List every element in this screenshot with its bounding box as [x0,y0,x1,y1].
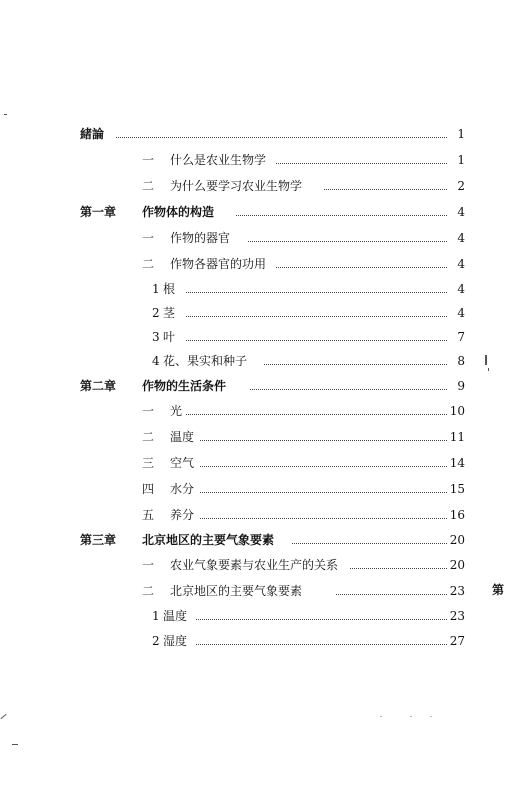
scan-speck [12,744,18,745]
toc-entry-section [0,400,505,422]
toc-entry-prefix: 一 [142,231,155,245]
toc-entry-prefix: 五 [142,508,155,522]
toc-chapter-number: 第一章 [80,205,117,219]
toc-page-number: 1 [457,127,465,141]
toc-entry-introduction [0,123,505,145]
scan-speck [0,714,6,719]
toc-page-number: 23 [449,584,465,598]
toc-leader [200,492,447,493]
toc-entry-subsection [0,605,505,627]
margin-bleed-text: 第 [492,583,505,597]
toc-entry-chapter [0,201,505,223]
toc-entry-title: 空气 [170,456,195,470]
scan-speck [430,716,432,717]
toc-page-number: 4 [457,231,465,245]
toc-entry-section [0,253,505,275]
toc-entry-title: 作物的生活条件 [142,379,227,393]
toc-entry-title: 作物的器官 [170,231,231,245]
toc-entry-subsection [0,630,505,652]
toc-entry-prefix: 四 [142,482,155,496]
toc-entry-title: 茎 [163,306,176,320]
toc-entry-subsection [0,350,505,372]
toc-entry-title: 叶 [163,330,176,344]
toc-leader [196,619,447,620]
toc-entry-section [0,149,505,171]
toc-leader [200,466,447,467]
scan-speck [488,368,489,371]
toc-page-number: 10 [449,404,465,418]
toc-page-number: 4 [457,282,465,296]
toc-page-number: 9 [457,379,465,393]
toc-leader [276,267,447,268]
toc-entry-title: 温度 [170,430,195,444]
toc-entry-title: 北京地区的主要气象要素 [142,533,275,547]
toc-page-number: 4 [457,306,465,320]
toc-entry-prefix: 2 [152,306,160,320]
toc-entry-title: 温度 [163,609,188,623]
toc-entry-prefix: 1 [152,282,160,296]
toc-entry-title: 緒論 [80,127,105,141]
toc-leader [324,189,447,190]
toc-entry-prefix: 一 [142,558,155,572]
toc-leader [236,215,447,216]
toc-page-number: 7 [457,330,465,344]
toc-entry-title: 根 [163,282,176,296]
toc-entry-section [0,452,505,474]
toc-page-number: 20 [449,533,465,547]
toc-entry-section [0,554,505,576]
toc-leader [116,137,447,138]
toc-entry-chapter [0,529,505,551]
scan-speck [485,355,487,365]
toc-leader [350,568,447,569]
toc-chapter-number: 第二章 [80,379,117,393]
toc-leader [292,543,447,544]
toc-page-number: 4 [457,205,465,219]
toc-leader [186,292,447,293]
toc-entry-title: 湿度 [163,634,188,648]
toc-entry-prefix: 二 [142,179,155,193]
toc-entry-subsection [0,326,505,348]
toc-entry-prefix: 1 [152,609,160,623]
toc-entry-title: 北京地区的主要气象要素 [170,584,303,598]
scan-speck [380,716,382,717]
toc-entry-prefix: 一 [142,153,155,167]
toc-leader [248,241,447,242]
toc-entry-section [0,426,505,448]
toc-page-number: 2 [457,179,465,193]
toc-entry-prefix: 三 [142,456,155,470]
toc-entry-prefix: 一 [142,404,155,418]
toc-entry-title: 作物体的构造 [142,205,215,219]
toc-page-number: 4 [457,257,465,271]
toc-page-number: 11 [449,430,465,444]
toc-entry-title: 养分 [170,508,195,522]
toc-page-number: 23 [449,609,465,623]
toc-leader [186,340,447,341]
toc-leader [336,594,447,595]
toc-page-number: 1 [457,153,465,167]
toc-entry-title: 作物各器官的功用 [170,257,267,271]
toc-leader [200,440,447,441]
toc-entry-prefix: 3 [152,330,160,344]
toc-entry-prefix: 二 [142,584,155,598]
scan-speck [4,114,7,115]
toc-entry-section [0,175,505,197]
toc-entry-section [0,478,505,500]
toc-page-number: 16 [449,508,465,522]
toc-page-number: 15 [449,482,465,496]
toc-leader [186,414,447,415]
toc-entry-prefix: 4 [152,354,160,368]
toc-leader [250,389,447,390]
toc-entry-title: 水分 [170,482,195,496]
toc-leader [196,644,447,645]
toc-entry-section [0,580,505,602]
toc-entry-prefix: 2 [152,634,160,648]
toc-page-number: 14 [449,456,465,470]
toc-leader [264,364,447,365]
toc-leader [186,316,447,317]
toc-entry-section [0,227,505,249]
toc-entry-section [0,504,505,526]
toc-entry-prefix: 二 [142,257,155,271]
toc-page-number: 8 [457,354,465,368]
toc-page-number: 20 [449,558,465,572]
toc-page-number: 27 [449,634,465,648]
toc-entry-title: 花、果实和种子 [163,354,248,368]
toc-entry-title: 什么是农业生物学 [170,153,267,167]
toc-leader [200,518,447,519]
toc-entry-title: 农业气象要素与农业生产的关系 [170,558,339,572]
toc-entry-subsection [0,302,505,324]
toc-leader [276,163,447,164]
toc-chapter-number: 第三章 [80,533,117,547]
toc-entry-prefix: 二 [142,430,155,444]
toc-entry-chapter [0,375,505,397]
toc-entry-subsection [0,278,505,300]
scan-speck [410,716,412,717]
toc-entry-title: 光 [170,404,183,418]
toc-entry-title: 为什么要学习农业生物学 [170,179,303,193]
